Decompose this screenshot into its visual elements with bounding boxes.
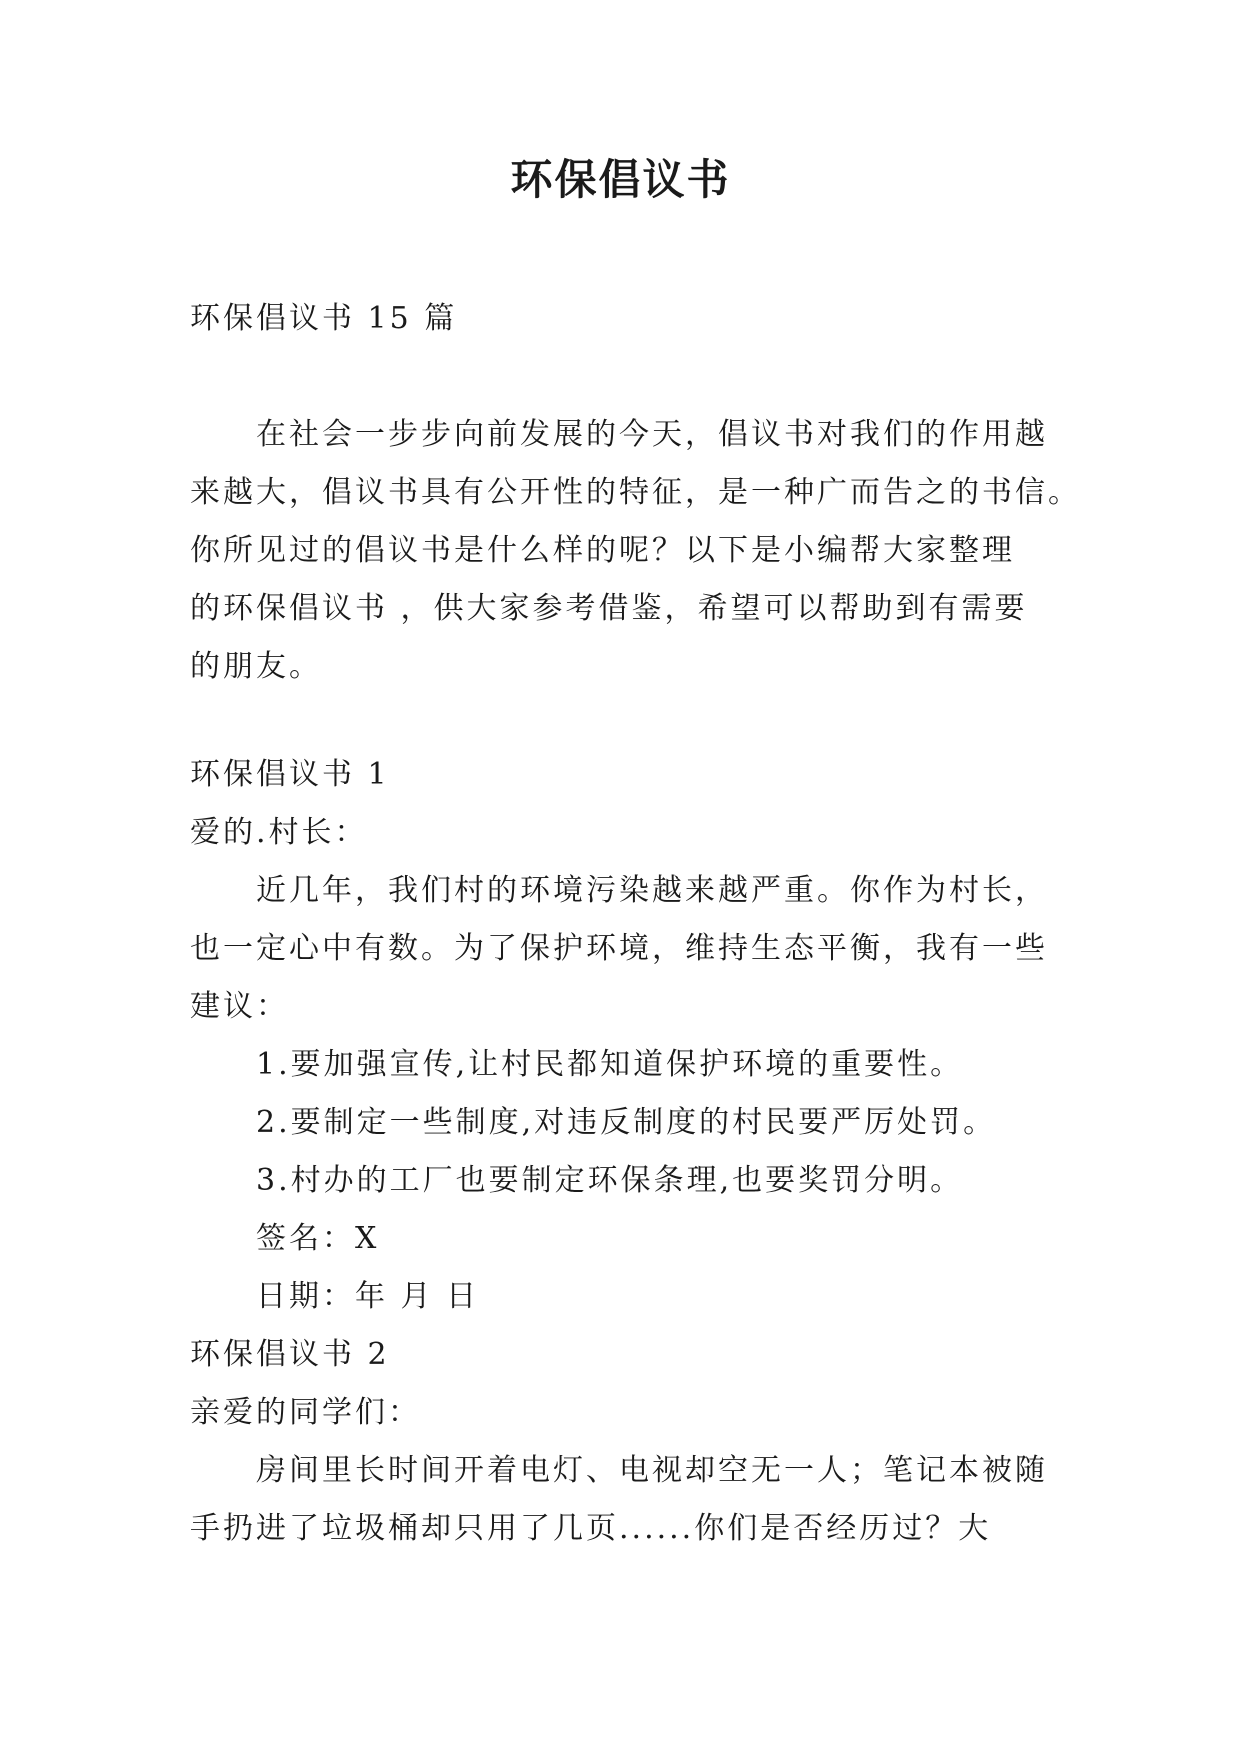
body-line: 近几年，我们村的环境污染越来越严重。你作为村长， [256, 873, 1048, 908]
document-subtitle: 环保倡议书 15 篇 [190, 301, 458, 336]
intro-line: 在社会一步步向前发展的今天，倡议书对我们的作用越 [256, 417, 1048, 452]
list-item: 3.村办的工厂也要制定环保条理,也要奖罚分明。 [256, 1163, 964, 1198]
document-body [190, 290, 1081, 1558]
list-item: 1.要加强宣传,让村民都知道保护环境的重要性。 [256, 1047, 964, 1082]
date-line: 日期：年 月 日 [256, 1279, 480, 1314]
intro-line: 来越大，倡议书具有公开性的特征，是一种广而告之的书信。 [190, 475, 1081, 510]
signature: 签名：X [256, 1221, 380, 1256]
body-line: 也一定心中有数。为了保护环境，维持生态平衡，我有一些 [190, 931, 1048, 966]
spacer [190, 696, 1060, 746]
body-line: 手扔进了垃圾桶却只用了几页......你们是否经历过？大 [190, 1511, 992, 1546]
list-item: 2.要制定一些制度,对违反制度的村民要严厉处罚。 [256, 1105, 997, 1140]
intro-line: 你所见过的倡议书是什么样的呢？以下是小编帮大家整理 [190, 533, 1015, 568]
section-heading: 环保倡议书 2 [190, 1337, 390, 1372]
spacer [190, 348, 1060, 406]
body-line: 建议： [190, 989, 289, 1024]
body-line: 房间里长时间开着电灯、电视却空无一人；笔记本被随 [256, 1453, 1048, 1488]
salutation: 爱的.村长： [190, 815, 368, 850]
intro-line: 的朋友。 [190, 649, 322, 684]
document-title: 环保倡议书 [510, 155, 731, 204]
section-heading: 环保倡议书 1 [190, 757, 390, 792]
intro-line: 的环保倡议书 ，供大家参考借鉴，希望可以帮助到有需要 [190, 591, 1028, 626]
salutation: 亲爱的同学们： [190, 1395, 421, 1430]
